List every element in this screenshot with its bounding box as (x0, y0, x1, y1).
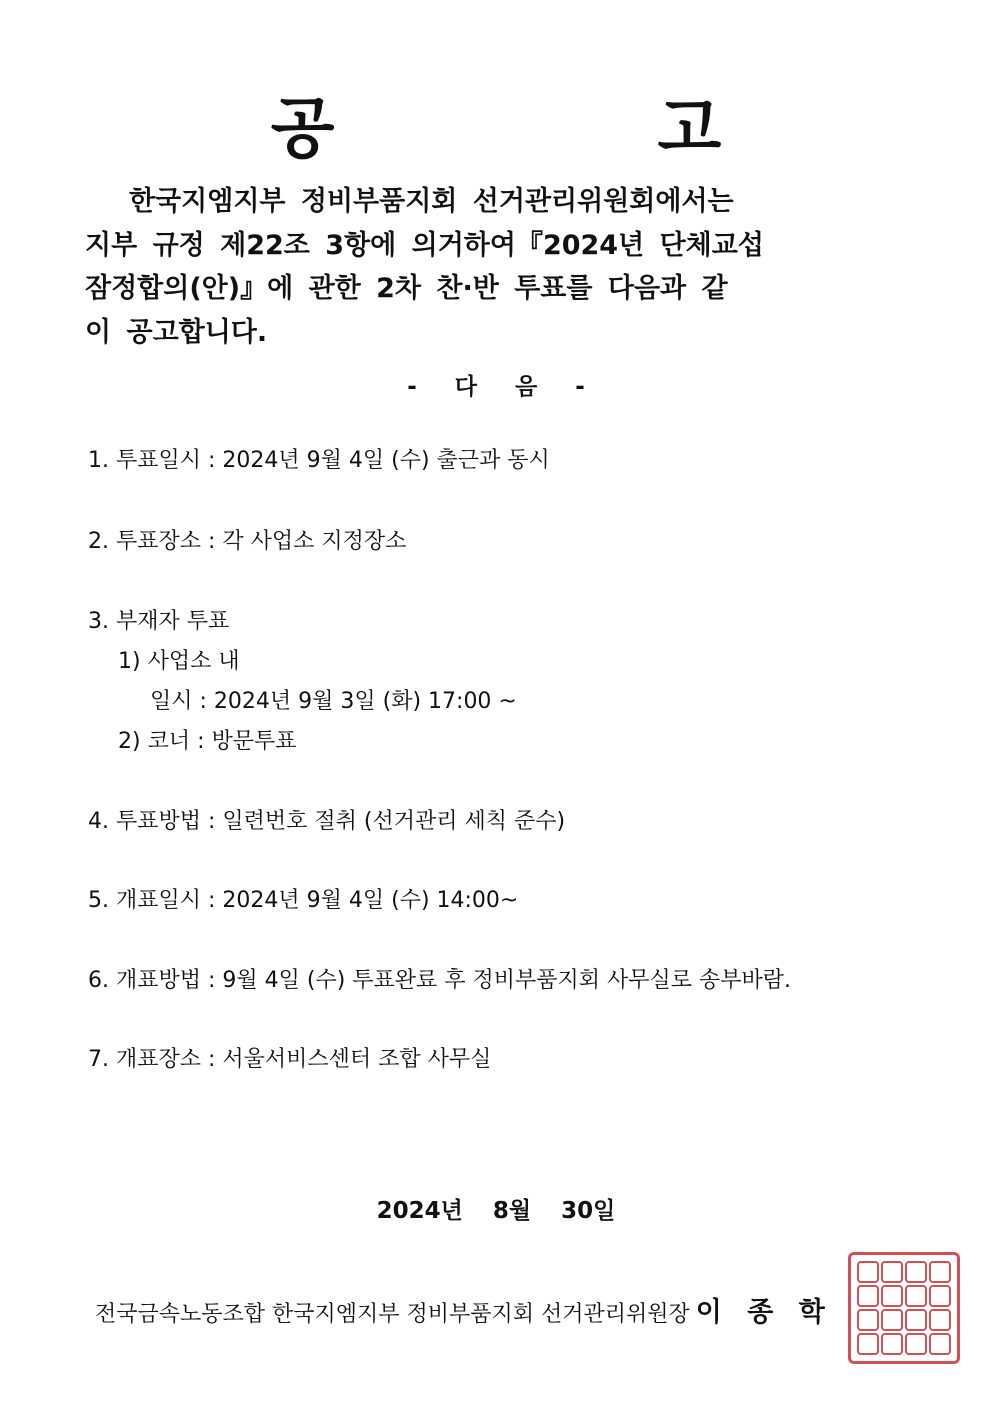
item-absentee-office: 1) 사업소 내 (118, 649, 240, 674)
signer-organization: 전국금속노동조합 한국지엠지부 정비부품지회 선거관리위원장 (95, 1302, 690, 1327)
notice-title: 공 고 (270, 89, 872, 167)
item-voting-datetime: 1. 투표일시 : 2024년 9월 4일 (수) 출근과 동시 (88, 448, 550, 473)
item-absentee-datetime: 일시 : 2024년 9월 3일 (화) 17:00 ~ (150, 689, 517, 714)
intro-line: 한국지엠지부 정비부품지회 선거관리위원회에서는 (129, 186, 734, 217)
intro-line: 이 공고합니다. (85, 316, 268, 348)
sub-heading: - 다 음 - (407, 374, 585, 400)
item-counting-place: 7. 개표장소 : 서울서비스센터 조합 사무실 (88, 1047, 492, 1072)
item-absentee-voting: 3. 부재자 투표 (88, 609, 230, 634)
intro-line: 지부 규정 제22조 3항에 의거하여『2024년 단체교섭 (85, 229, 764, 261)
item-absentee-corner: 2) 코너 : 방문투표 (118, 729, 297, 754)
official-seal-stamp (848, 1252, 960, 1364)
item-voting-place: 2. 투표장소 : 각 사업소 지정장소 (88, 529, 407, 554)
item-voting-method: 4. 투표방법 : 일련번호 절취 (선거관리 세칙 준수) (88, 809, 566, 834)
signature-line (95, 1290, 833, 1329)
item-counting-datetime: 5. 개표일시 : 2024년 9월 4일 (수) 14:00~ (88, 888, 519, 913)
signer-name: 이 종 학 (695, 1297, 833, 1328)
intro-paragraph (85, 180, 905, 354)
intro-line: 잠정합의(안)』에 관한 2차 찬·반 투표를 다음과 같 (85, 273, 728, 304)
notice-date: 2024년 8월 30일 (376, 1198, 616, 1224)
item-counting-method: 6. 개표방법 : 9월 4일 (수) 투표완료 후 정비부품지회 사무실로 송부바람. (88, 968, 792, 993)
